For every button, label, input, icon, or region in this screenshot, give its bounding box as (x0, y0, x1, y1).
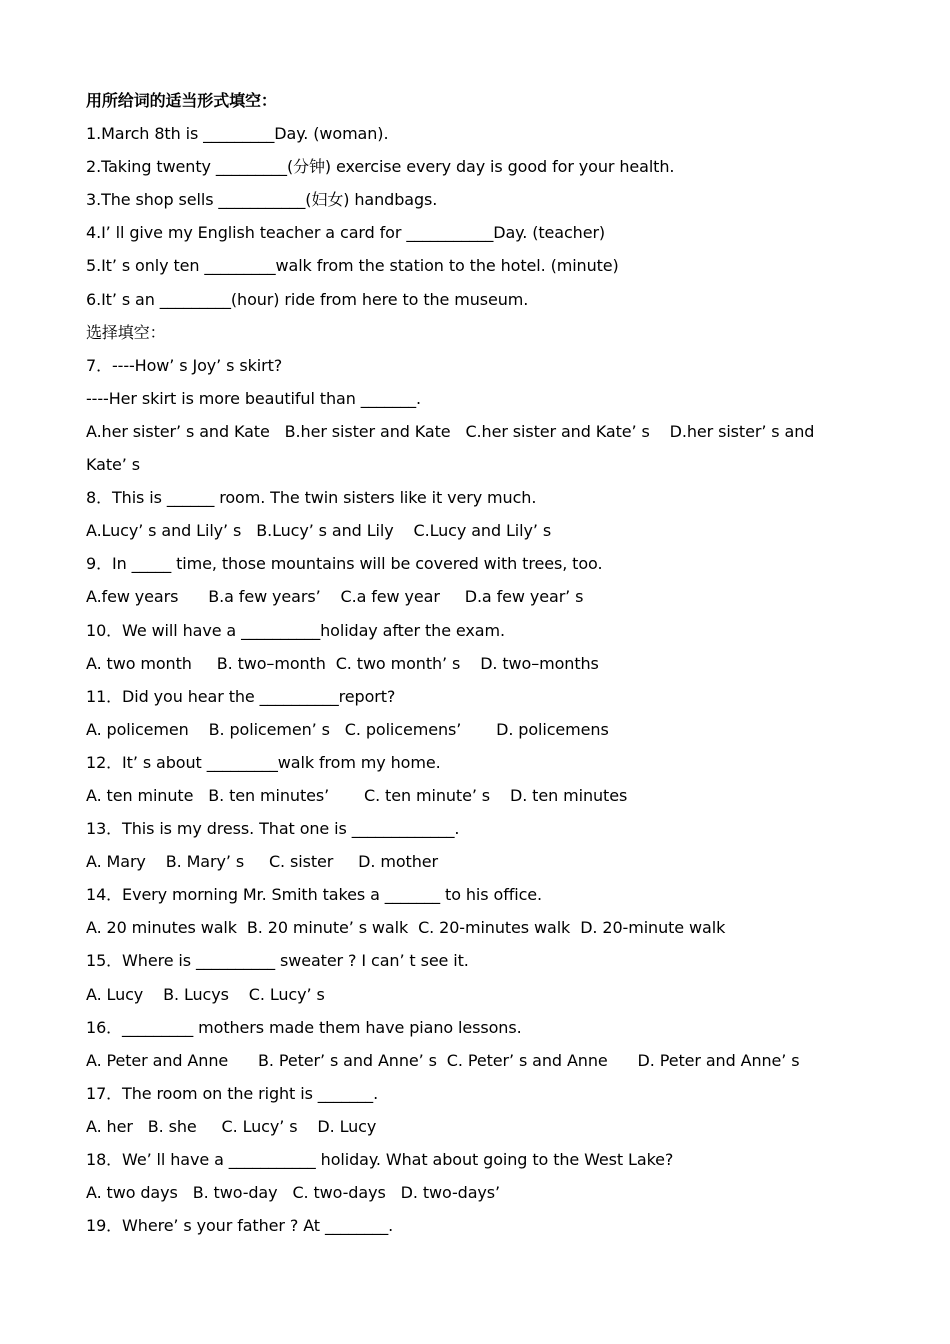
question-12-options: A. ten minute B. ten minutes’ C. ten minute’ s D. ten minutes (86, 785, 628, 805)
question-18-options: A. two days B. two-day C. two-days D. two-days’ (86, 1183, 500, 1203)
question-15: 15．Where is __________ sweater ? I can’ t see it. (86, 951, 469, 971)
question-9-options: A.few years B.a few years’ C.a few year D.a few year’ s (86, 587, 584, 607)
question-14: 14．Every morning Mr. Smith takes a _______ to his office. (86, 885, 543, 905)
question-4: 4.I’ ll give my English teacher a card for ___________Day. (teacher) (86, 223, 606, 243)
question-17: 17．The room on the right is _______. (86, 1083, 379, 1103)
question-8: 8．This is ______ room. The twin sisters like it very much. (86, 488, 537, 508)
question-7-options: A.her sister’ s and Kate B.her sister and Kate C.her sister and Kate’ s D.her sister’ s and (86, 421, 815, 441)
question-15-options: A. Lucy B. Lucys C. Lucy’ s (86, 984, 325, 1004)
question-11: 11．Did you hear the __________report? (86, 686, 396, 706)
worksheet-page (86, 84, 886, 1242)
question-13-options: A. Mary B. Mary’ s C. sister D. mother (86, 852, 438, 872)
question-19: 19．Where’ s your father ? At ________. (86, 1216, 394, 1236)
question-17-options: A. her B. she C. Lucy’ s D. Lucy (86, 1116, 377, 1136)
question-3: 3.The shop sells ___________(妇女) handbags. (86, 190, 438, 210)
question-12: 12．It’ s about _________walk from my home. (86, 752, 441, 772)
question-2: 2.Taking twenty _________(分钟) exercise every day is good for your health. (86, 157, 675, 177)
question-8-options: A.Lucy’ s and Lily’ s B.Lucy’ s and Lily C.Lucy and Lily’ s (86, 521, 552, 541)
question-7-line-2: ----Her skirt is more beautiful than _______. (86, 388, 422, 408)
question-7: 7．----How’ s Joy’ s skirt? (86, 355, 283, 375)
question-13: 13．This is my dress. That one is _____________. (86, 819, 460, 839)
question-16: 16．_________ mothers made them have piano lessons. (86, 1017, 522, 1037)
question-16-options: A. Peter and Anne B. Peter’ s and Anne’ s C. Peter’ s and Anne D. Peter and Anne’ s (86, 1050, 800, 1070)
section-heading-fill-in: 用所给词的适当形式填空： (86, 91, 277, 110)
question-5: 5.It’ s only ten _________walk from the station to the hotel. (minute) (86, 256, 619, 276)
question-10-options: A. two month B. two–month C. two month’ s D. two–months (86, 653, 599, 673)
section-heading-multiple-choice: 选择填空： (86, 322, 166, 342)
question-1: 1.March 8th is _________Day. (woman). (86, 124, 389, 144)
question-18: 18．We’ ll have a ___________ holiday. What about going to the West Lake? (86, 1150, 674, 1169)
question-6: 6.It’ s an _________(hour) ride from here to the museum. (86, 289, 529, 309)
question-7-options-cont: Kate’ s (86, 455, 140, 475)
question-9: 9．In _____ time, those mountains will be covered with trees, too. (86, 554, 603, 574)
question-11-options: A. policemen B. policemen’ s C. policemens’ D. policemens (86, 719, 609, 739)
question-14-options: A. 20 minutes walk B. 20 minute’ s walk C. 20-minutes walk D. 20-minute walk (86, 918, 726, 938)
question-10: 10．We will have a __________holiday after the exam. (86, 620, 505, 640)
